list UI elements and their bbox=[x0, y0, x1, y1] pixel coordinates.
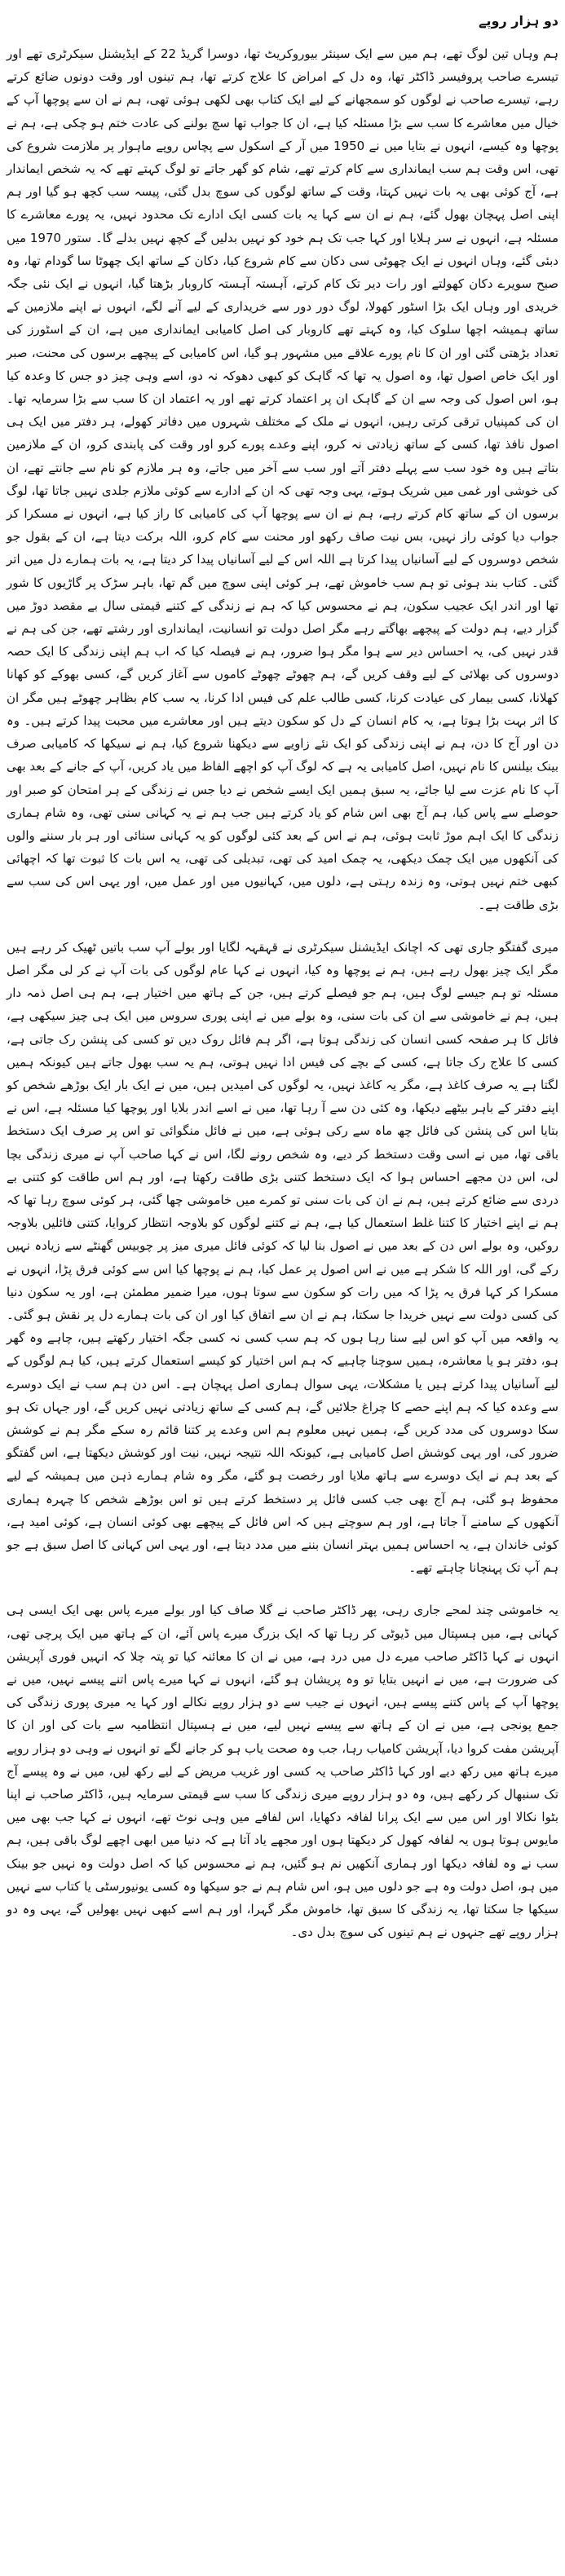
article-title: دو ہزار روپے bbox=[479, 13, 558, 29]
article-paragraph-2: میری گفتگو جاری تھی کہ اچانک ایڈیشنل سیکرٹری نے قہقہہ لگایا اور بولے آپ سب باتیں ٹھیک کر رہے ہیں مگر ایک چیز بھول رہے ہیں، ہم نے پوچھا وہ کیا، انہوں نے کہا عام لوگوں کی بات آپ نے کر لی مگر اصل مسئلہ تو ہم جیسے لوگ ہیں، ہم جو فیصلے کرتے ہیں، جن کے ہاتھ میں اختیار ہے، ہم ہی اصل ذمہ دار ہیں، ہم نے خاموشی سے ان کی بات سنی، وہ بولے میں نے اپنی پوری سروس میں ایک ہی چیز سیکھی ہے، فائل کا ہر صفحہ کسی انسان کی زندگی ہوتا ہے، اگر ہم فائل روک دیں تو کسی کی پنشن رک جاتی ہے، کسی کا علاج رک جاتا ہے، کسی کے بچے کی فیس ادا نہیں ہوتی، ہم یہ سب بھول جاتے ہیں کیونکہ ہمیں لگتا ہے یہ صرف کاغذ ہے، مگر یہ کاغذ نہیں، یہ لوگوں کی امیدیں ہیں، میں نے ایک بار ایک بوڑھے شخص کو اپنے دفتر کے باہر بیٹھے دیکھا، وہ کئی دن سے آ رہا تھا، میں نے اسے اندر بلایا اور پوچھا کیا مسئلہ ہے، اس نے بتایا اس کی پنشن کی فائل چھ ماہ سے رکی ہوئی ہے، میں نے فائل منگوائی تو اس پر صرف ایک دستخط باقی تھا، میں نے اسی وقت دستخط کر دیے، وہ شخص رونے لگا، اس نے کہا صاحب آپ نے میری زندگی بچا لی، اس دن مجھے احساس ہوا کہ ایک دستخط کتنی بڑی طاقت رکھتا ہے، اور ہم اس طاقت کو کتنی بے دردی سے ضائع کرتے ہیں، ہم نے ان کی بات سنی تو کمرے میں خاموشی چھا گئی، ہر کوئی سوچ رہا تھا کہ ہم نے اپنے اختیار کا کتنا غلط استعمال کیا ہے، ہم نے کتنے لوگوں کو بلاوجہ انتظار کروایا، کتنی فائلیں بلاوجہ روکیں، وہ بولے اس دن کے بعد میں نے اصول بنا لیا کہ کوئی فائل میری میز پر چوبیس گھنٹے سے زیادہ نہیں رکے گی، اور اللہ کا شکر ہے میں نے اس اصول پر عمل کیا، ہم نے پوچھا کیا اس سے کوئی فرق پڑا، انہوں نے مسکرا کر کہا فرق یہ پڑا کہ میں رات کو سکون سے سوتا ہوں، میرا ضمیر مطمئن ہے، اور یہ سکون دنیا کی کسی دولت سے نہیں خریدا جا سکتا، ہم نے ان سے اتفاق کیا اور ان کی بات ہمارے دل پر نقش ہو گئی۔ یہ واقعہ میں آپ کو اس لیے سنا رہا ہوں کہ ہم سب کسی نہ کسی جگہ اختیار رکھتے ہیں، چاہے وہ گھر ہو، دفتر ہو یا معاشرہ، ہمیں سوچنا چاہیے کہ ہم اس اختیار کو کیسے استعمال کرتے ہیں، کیا ہم لوگوں کے لیے آسانیاں پیدا کرتے ہیں یا مشکلات، یہی سوال ہماری اصل پہچان ہے۔ اس دن ہم سب نے ایک دوسرے سے وعدہ کیا کہ ہم اپنے حصے کا چراغ جلائیں گے، ہم کسی کے ساتھ زیادتی نہیں کریں گے، اور جہاں تک ہو سکا دوسروں کی مدد کریں گے، ہمیں نہیں معلوم ہم اس وعدے پر کتنا قائم رہ سکے مگر ہم نے کوشش ضرور کی، اور یہی کوشش اصل کامیابی ہے، کیونکہ اللہ نتیجہ نہیں، نیت اور کوشش دیکھتا ہے، اس گفتگو کے بعد ہم نے ایک دوسرے سے ہاتھ ملایا اور رخصت ہو گئے، مگر وہ شام ہمارے ذہن میں ہمیشہ کے لیے محفوظ ہو گئی، ہم آج بھی جب کسی فائل پر دستخط کرتے ہیں تو اس بوڑھے شخص کا چہرہ ہماری آنکھوں کے سامنے آ جاتا ہے، اور ہم سوچتے ہیں کہ اس فائل کے پیچھے بھی کوئی انسان ہے، کوئی امید ہے، کوئی خاندان ہے، یہ احساس ہمیں بہتر انسان بننے میں مدد دیتا ہے، اور یہی اس کہانی کا اصل سبق ہے جو ہم آپ تک پہنچانا چاہتے تھے۔ bbox=[7, 939, 558, 1576]
article-paragraph-3: یہ خاموشی چند لمحے جاری رہی، پھر ڈاکٹر صاحب نے گلا صاف کیا اور بولے میرے پاس بھی ایک ایسی ہی کہانی ہے، میں ہسپتال میں ڈیوٹی کر رہا تھا کہ ایک بزرگ میرے پاس آئے، ان کے ہاتھ میں ایک پرچی تھی، انہوں نے کہا ڈاکٹر صاحب میرے دل میں درد ہے، میں نے ان کا معائنہ کیا تو پتہ چلا کہ انہیں فوری آپریشن کی ضرورت ہے، میں نے انہیں بتایا تو وہ پریشان ہو گئے، انہوں نے کہا میرے پاس اتنے پیسے نہیں، میں نے پوچھا آپ کے پاس کتنے پیسے ہیں، انہوں نے جیب سے دو ہزار روپے نکالے اور کہا یہ میری پوری زندگی کی جمع پونجی ہے، میں نے ان کے ہاتھ سے پیسے نہیں لیے، میں نے ہسپتال انتظامیہ سے بات کی اور ان کا آپریشن مفت کروا دیا، آپریشن کامیاب رہا، جب وہ صحت یاب ہو کر جانے لگے تو انہوں نے وہی دو ہزار روپے میرے ہاتھ میں رکھ دیے اور کہا ڈاکٹر صاحب یہ کسی اور غریب مریض کے لیے رکھ لیں، میں نے وہ پیسے آج تک سنبھال کر رکھے ہیں، وہ دو ہزار روپے میری زندگی کا سب سے قیمتی سرمایہ ہیں، ڈاکٹر صاحب نے اپنا بٹوا نکالا اور اس میں سے ایک پرانا لفافہ دکھایا، اس لفافے میں وہی نوٹ تھے، انہوں نے کہا جب بھی میں مایوس ہوتا ہوں یہ لفافہ کھول کر دیکھتا ہوں اور مجھے یاد آتا ہے کہ دنیا میں ابھی اچھے لوگ باقی ہیں، ہم سب نے وہ لفافہ دیکھا اور ہماری آنکھیں نم ہو گئیں، ہم نے محسوس کیا کہ اصل دولت وہ نہیں جو بینک میں ہو، اصل دولت وہ ہے جو دلوں میں ہو، اس شام ہم نے جو سیکھا وہ کسی یونیورسٹی یا کتاب سے نہیں سیکھا جا سکتا تھا، یہ زندگی کا سبق تھا، خاموش مگر گہرا، اور ہم اسے کبھی نہیں بھولیں گے، یہی وہ دو ہزار روپے تھے جنہوں نے ہم تینوں کی سوچ بدل دی۔ bbox=[7, 1603, 558, 1940]
article-paragraph-1: ہم وہاں تین لوگ تھے، ہم میں سے ایک سینئر بیوروکریٹ تھا، دوسرا گریڈ 22 کے ایڈیشنل سیکرٹری تھے اور تیسرے صاحب پروفیسر ڈاکٹر تھا، وہ دل کے امراض کا علاج کرتے تھا، ہم تینوں اور وقت دونوں ضائع کرتے رہے، تیسرے صاحب نے لوگوں کو سمجھانے کے لیے ایک کتاب بھی لکھی ہوئی تھی، ہم نے ان سے پوچھا آپ کے خیال میں معاشرے کا سب سے بڑا مسئلہ کیا ہے، ان کا جواب تھا سچ بولنے کی عادت ختم ہو چکی ہے، ہم نے پوچھا وہ کیسے، انہوں نے بتایا میں نے 1950 میں آر کے اسکول سے پچاس روپے ماہوار پر ملازمت شروع کی تھی، اس وقت ہم سب ایمانداری سے کام کرتے تھے، شام کو گھر جاتے تو لوگ کہتے تھے کہ یہ شخص ایماندار ہے، آج کوئی بھی یہ بات نہیں کہتا، وقت کے ساتھ لوگوں کی سوچ بدل گئی، پیسہ سب کچھ ہو گیا اور ہم اپنی اصل پہچان بھول گئے، ہم نے ان سے کہا یہ بات کسی ایک ادارے تک محدود نہیں، یہ پورے معاشرے کا مسئلہ ہے، انہوں نے سر ہلایا اور کہا جب تک ہم خود کو نہیں بدلیں گے کچھ نہیں بدلے گا۔ ستور 1970 میں دبئی گئے، وہاں انہوں نے ایک چھوٹی سی دکان سے کام شروع کیا، دکان کے ساتھ ایک چھوٹا سا گودام تھا، وہ صبح سویرے دکان کھولتے اور رات دیر تک کام کرتے، آہستہ آہستہ کاروبار بڑھتا گیا، انہوں نے ایک نئی جگہ خریدی اور وہاں ایک بڑا اسٹور کھولا، لوگ دور دور سے خریداری کے لیے آنے لگے، انہوں نے اپنے ملازمین کے ساتھ ہمیشہ اچھا سلوک کیا، وہ کہتے تھے کاروبار کی اصل کامیابی ایمانداری میں ہے، ان کے اسٹورز کی تعداد بڑھتی گئی اور ان کا نام پورے علاقے میں مشہور ہو گیا، اس کامیابی کے پیچھے برسوں کی محنت، صبر اور ایک خاص اصول تھا، وہ اصول یہ تھا کہ گاہک کو کبھی دھوکہ نہ دو، اسے وہی چیز دو جس کا وعدہ کیا ہو، اس اصول کی وجہ سے ان کے گاہک ان پر اعتماد کرتے تھے اور یہ اعتماد ان کا سب سے بڑا سرمایہ تھا۔ ان کی کمپنیاں ترقی کرتی رہیں، انہوں نے ملک کے مختلف شہروں میں دفاتر کھولے، ہر دفتر میں ایک ہی اصول نافذ تھا، کسی کے ساتھ زیادتی نہ کرو، اپنے وعدے پورے کرو اور وقت کی پابندی کرو، ان کے ملازمین بتاتے ہیں وہ خود سب سے پہلے دفتر آتے اور سب سے آخر میں جاتے، وہ ہر ملازم کو نام سے جانتے تھے، ان کی خوشی اور غمی میں شریک ہوتے، یہی وجہ تھی کہ ان کے ادارے سے کوئی ملازم جلدی نہیں جاتا تھا، لوگ برسوں ان کے ساتھ کام کرتے رہے، ہم نے ان سے پوچھا آپ کی کامیابی کا راز کیا ہے، انہوں نے مسکرا کر جواب دیا کوئی راز نہیں، بس نیت صاف رکھو اور محنت سے کام کرو، اللہ برکت دیتا ہے، ان کے بقول جو شخص دوسروں کے لیے آسانیاں پیدا کرتا ہے اللہ اس کے لیے آسانیاں پیدا کر دیتا ہے، یہ بات ہمارے دل میں اتر گئی۔ کتاب بند ہوئی تو ہم سب خاموش تھے، ہر کوئی اپنی سوچ میں گم تھا، باہر سڑک پر گاڑیوں کا شور تھا اور اندر ایک عجیب سکون، ہم نے محسوس کیا کہ ہم نے زندگی کے کتنے قیمتی سال بے مقصد دوڑ میں گزار دیے، ہم دولت کے پیچھے بھاگتے رہے مگر اصل دولت تو انسانیت، ایمانداری اور رشتے تھے، جن کی ہم نے قدر نہیں کی، یہ احساس دیر سے ہوا مگر ہوا ضرور، ہم نے فیصلہ کیا کہ اب ہم اپنی زندگی کا ایک حصہ دوسروں کی بھلائی کے لیے وقف کریں گے، ہم چھوٹے چھوٹے کاموں سے آغاز کریں گے، کسی بھوکے کو کھانا کھلانا، کسی بیمار کی عیادت کرنا، کسی طالب علم کی فیس ادا کرنا، یہ سب کام بظاہر چھوٹے ہیں مگر ان کا اثر بہت بڑا ہوتا ہے، یہ کام انسان کے دل کو سکون دیتے ہیں اور معاشرے میں محبت پیدا کرتے ہیں۔ وہ دن اور آج کا دن، ہم نے اپنی زندگی کو ایک نئے زاویے سے دیکھنا شروع کیا، ہم نے سیکھا کہ کامیابی صرف بینک بیلنس کا نام نہیں، اصل کامیابی یہ ہے کہ لوگ آپ کو اچھے الفاظ میں یاد کریں، آپ کے جانے کے بعد بھی آپ کا نام عزت سے لیا جائے، یہ سبق ہمیں ایک ایسے شخص نے دیا جس نے زندگی کے ہر امتحان کو صبر اور حوصلے سے پاس کیا، ہم آج بھی اس شام کو یاد کرتے ہیں جب ہم نے یہ کہانی سنی تھی، وہ شام ہماری زندگی کا ایک اہم موڑ ثابت ہوئی، ہم نے اس کے بعد کئی لوگوں کو یہ کہانی سنائی اور ہر بار سننے والوں کی آنکھوں میں ایک چمک دیکھی، یہ چمک امید کی تھی، تبدیلی کی تھی، یہ اس بات کا ثبوت تھا کہ اچھائی کبھی ختم نہیں ہوتی، وہ زندہ رہتی ہے، دلوں میں، کہانیوں میں اور عمل میں، اور یہی اس کی سب سے بڑی طاقت ہے۔ bbox=[7, 46, 559, 912]
